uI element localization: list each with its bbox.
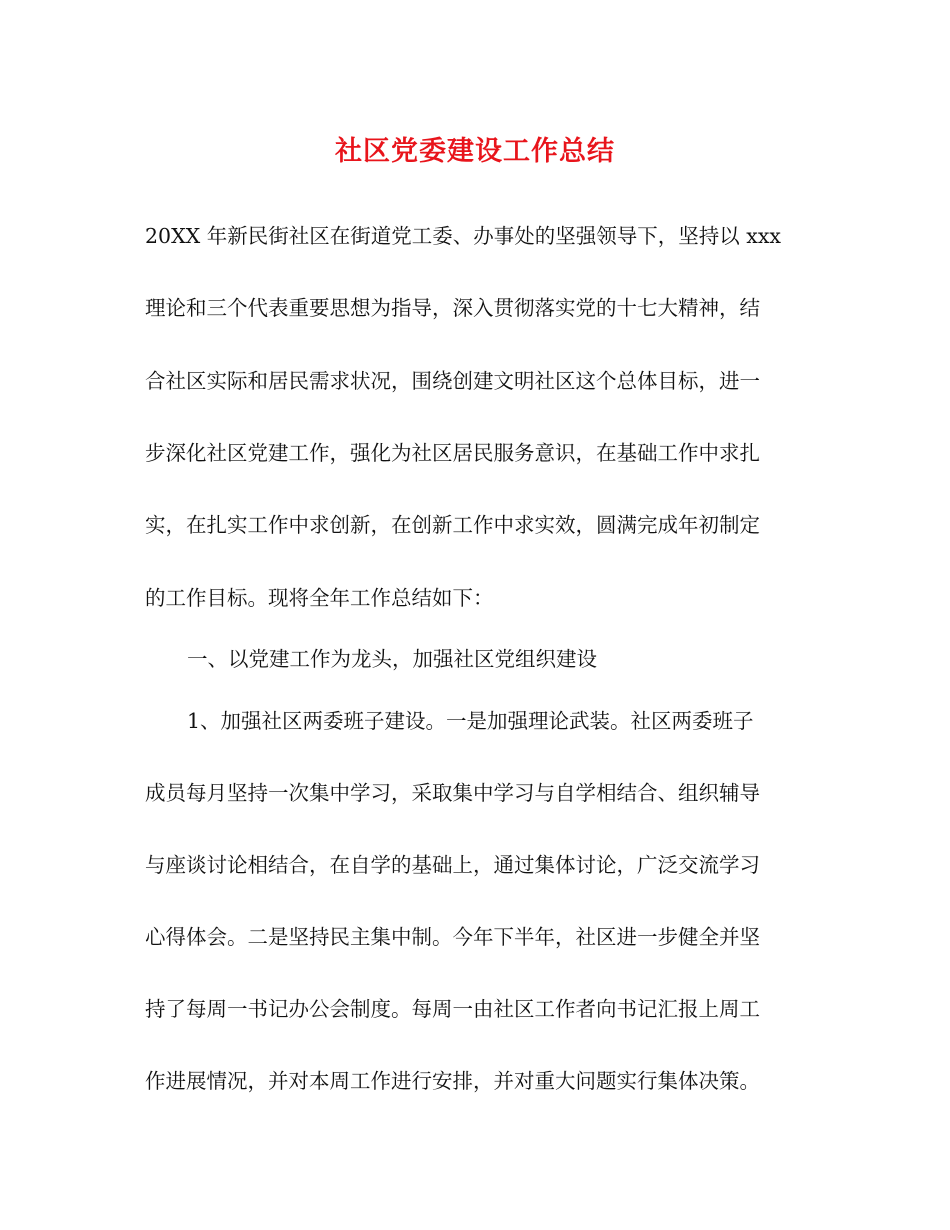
paragraph-line-11: 心得体会。二是坚持民主集中制。今年下半年，社区进一步健全并坚 xyxy=(145,925,760,949)
paragraph-line-3: 合社区实际和居民需求状况，围绕创建文明社区这个总体目标，进一 xyxy=(145,369,760,393)
paragraph-line-13: 作进展情况，并对本周工作进行安排，并对重大问题实行集体决策。 xyxy=(145,1069,760,1093)
paragraph-line-6: 的工作目标。现将全年工作总结如下： xyxy=(145,586,494,610)
paragraph-line-8: 1、加强社区两委班子建设。一是加强理论武装。社区两委班子 xyxy=(187,709,754,733)
section-heading-1: 一、以党建工作为龙头，加强社区党组织建设 xyxy=(187,647,597,671)
paragraph-line-2: 理论和三个代表重要思想为指导，深入贯彻落实党的十七大精神，结 xyxy=(145,296,760,320)
paragraph-line-1: 20XX 年新民街社区在街道党工委、办事处的坚强领导下，坚持以 xxx xyxy=(145,224,781,248)
document-title: 社区党委建设工作总结 xyxy=(335,136,615,167)
paragraph-line-12: 持了每周一书记办公会制度。每周一由社区工作者向书记汇报上周工 xyxy=(145,997,760,1021)
paragraph-line-4: 步深化社区党建工作，强化为社区居民服务意识，在基础工作中求扎 xyxy=(145,441,760,465)
paragraph-line-10: 与座谈讨论相结合，在自学的基础上，通过集体讨论，广泛交流学习 xyxy=(145,853,760,877)
paragraph-line-5: 实，在扎实工作中求创新，在创新工作中求实效，圆满完成年初制定 xyxy=(145,513,760,537)
paragraph-line-9: 成员每月坚持一次集中学习，采取集中学习与自学相结合、组织辅导 xyxy=(145,781,760,805)
